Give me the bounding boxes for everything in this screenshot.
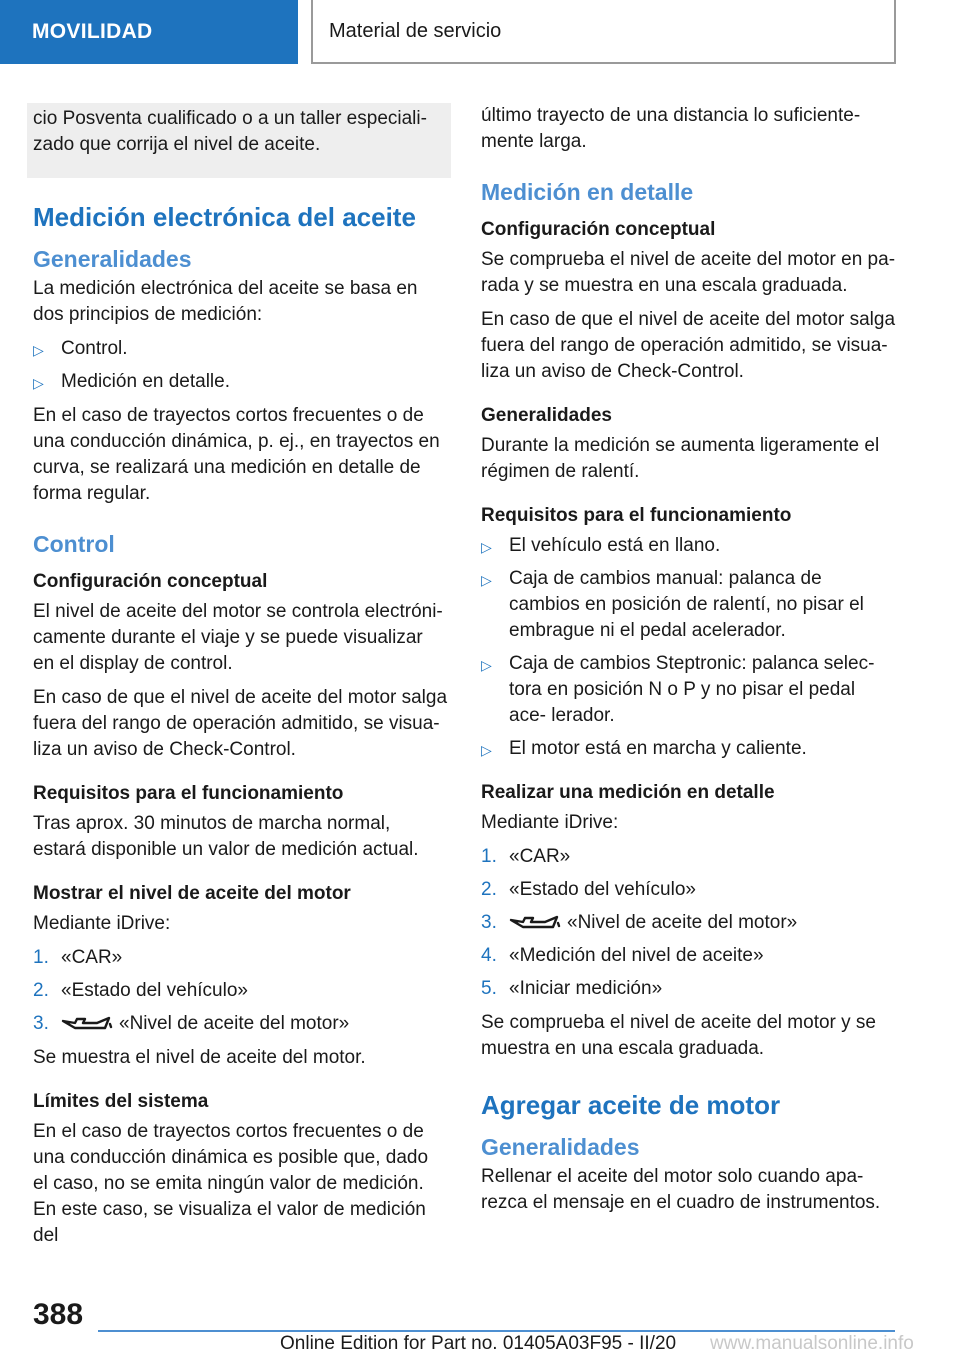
list-item: 1. «CAR» (481, 846, 571, 867)
heading-perform-measurement: Realizar una medición en detalle (481, 782, 775, 803)
oil-can-icon (509, 913, 561, 933)
triangle-bullet-icon: ▷ (481, 742, 492, 758)
left-column (33, 103, 448, 1257)
list-item: 3. «Nivel de aceite del motor» (33, 1013, 350, 1034)
triangle-bullet-icon: ▷ (481, 539, 492, 555)
concept-paragraph: En caso de que el nivel de aceite del motor salga fuera del rango de operación admitido, se visua- liza un aviso de Check-Control. (33, 687, 448, 760)
triangle-bullet-icon: ▷ (33, 342, 44, 358)
concept-paragraph: El nivel de aceite del motor se controla electróni- camente durante el viaje y se puede visualizar en el display de control. (33, 601, 443, 674)
heading-detail-measurement: Medición en detalle (481, 179, 694, 205)
add-oil-text: Rellenar el aceite del motor solo cuando apa- rezca el mensaje en el cuadro de instrumentos. (481, 1166, 881, 1213)
list-item: ▷ Caja de cambios manual: palanca de cambios en posición de ralentí, no pisar el embrague ni el pedal acelerador. (481, 568, 864, 641)
triangle-bullet-icon: ▷ (481, 657, 492, 673)
list-item: 2. «Estado del vehículo» (481, 879, 696, 900)
page-header (0, 0, 960, 66)
list-item: 3. «Nivel de aceite del motor» (481, 912, 798, 933)
general-text: Durante la medición se aumenta ligeramente el régimen de ralentí. (481, 435, 880, 482)
list-item: ▷ Caja de cambios Steptronic: palanca selec- tora en posición N o P y no pisar el pedal ace- lerador. (481, 653, 875, 726)
steps-list (481, 844, 896, 1002)
footer-edition: Online Edition for Part no. 01405A03F95 - II/20 (280, 1333, 677, 1354)
general-text: En el caso de trayectos cortos frecuentes o de una conducción dinámica, p. ej., en trayectos en curva, se realizará una medición en detalle de forma regular. (33, 405, 440, 504)
show-result: Se muestra el nivel de aceite del motor. (33, 1047, 366, 1068)
oil-can-icon (61, 1014, 113, 1034)
heading-general: Generalidades (481, 405, 612, 426)
heading-system-limits: Límites del sistema (33, 1091, 209, 1112)
list-item: ▷ Medición en detalle. (33, 369, 448, 395)
list-item: 5. «Iniciar medición» (481, 978, 663, 999)
continued-text: último trayecto de una distancia lo suficiente- mente larga. (481, 105, 861, 152)
general-intro: La medición electrónica del aceite se basa en dos principios de medición: (33, 278, 418, 325)
list-item: ▷ El vehículo está en llano. (481, 533, 896, 559)
concept-paragraph: Se comprueba el nivel de aceite del motor en pa- rada y se muestra en una escala graduada. (481, 249, 896, 296)
requirements-text: Tras aprox. 30 minutos de marcha normal, estará disponible un valor de medición actual. (33, 813, 419, 860)
chapter-tab: Material de servicio (311, 0, 896, 64)
heading-electronic-oil-measurement: Medición electrónica del aceite (33, 202, 416, 232)
heading-requirements: Requisitos para el funcionamiento (33, 783, 344, 804)
idrive-intro: Mediante iDrive: (33, 913, 171, 934)
idrive-intro: Mediante iDrive: (481, 812, 619, 833)
heading-general: Generalidades (481, 1134, 640, 1160)
page-number: 388 (33, 1298, 84, 1331)
heading-add-engine-oil: Agregar aceite de motor (481, 1090, 781, 1120)
heading-general: Generalidades (33, 246, 192, 272)
right-column (481, 103, 896, 1224)
section-tab: MOVILIDAD (0, 0, 298, 64)
principles-list (33, 336, 448, 395)
list-item: 2. «Estado del vehículo» (33, 980, 248, 1001)
measurement-result: Se comprueba el nivel de aceite del motor y se muestra en una escala graduada. (481, 1012, 876, 1059)
list-item: ▷ El motor está en marcha y caliente. (481, 736, 896, 762)
triangle-bullet-icon: ▷ (33, 375, 44, 391)
heading-requirements: Requisitos para el funcionamiento (481, 505, 792, 526)
requirements-list (481, 533, 896, 762)
limits-text: En el caso de trayectos cortos frecuentes o de una conducción dinámica es posible que, dado el caso, no se emita ningún valor de medición. En este caso, se visualiza el valor de medición del (33, 1121, 429, 1246)
steps-list (33, 945, 448, 1037)
list-item: 4. «Medición del nivel de aceite» (481, 945, 764, 966)
note-box: cio Posventa cualificado o a un taller especiali- zado que corrija el nivel de aceite. (27, 103, 451, 178)
heading-concept: Configuración conceptual (33, 571, 268, 592)
list-item: 1. «CAR» (33, 947, 123, 968)
heading-control: Control (33, 531, 115, 557)
watermark: www.manualsonline.info (710, 1333, 914, 1354)
heading-concept: Configuración conceptual (481, 219, 716, 240)
footer-divider (98, 1330, 895, 1332)
triangle-bullet-icon: ▷ (481, 572, 492, 588)
list-item: ▷ Control. (33, 336, 448, 362)
heading-show-oil-level: Mostrar el nivel de aceite del motor (33, 883, 351, 904)
concept-paragraph: En caso de que el nivel de aceite del motor salga fuera del rango de operación admitido, se visua- liza un aviso de Check-Control. (481, 309, 896, 382)
